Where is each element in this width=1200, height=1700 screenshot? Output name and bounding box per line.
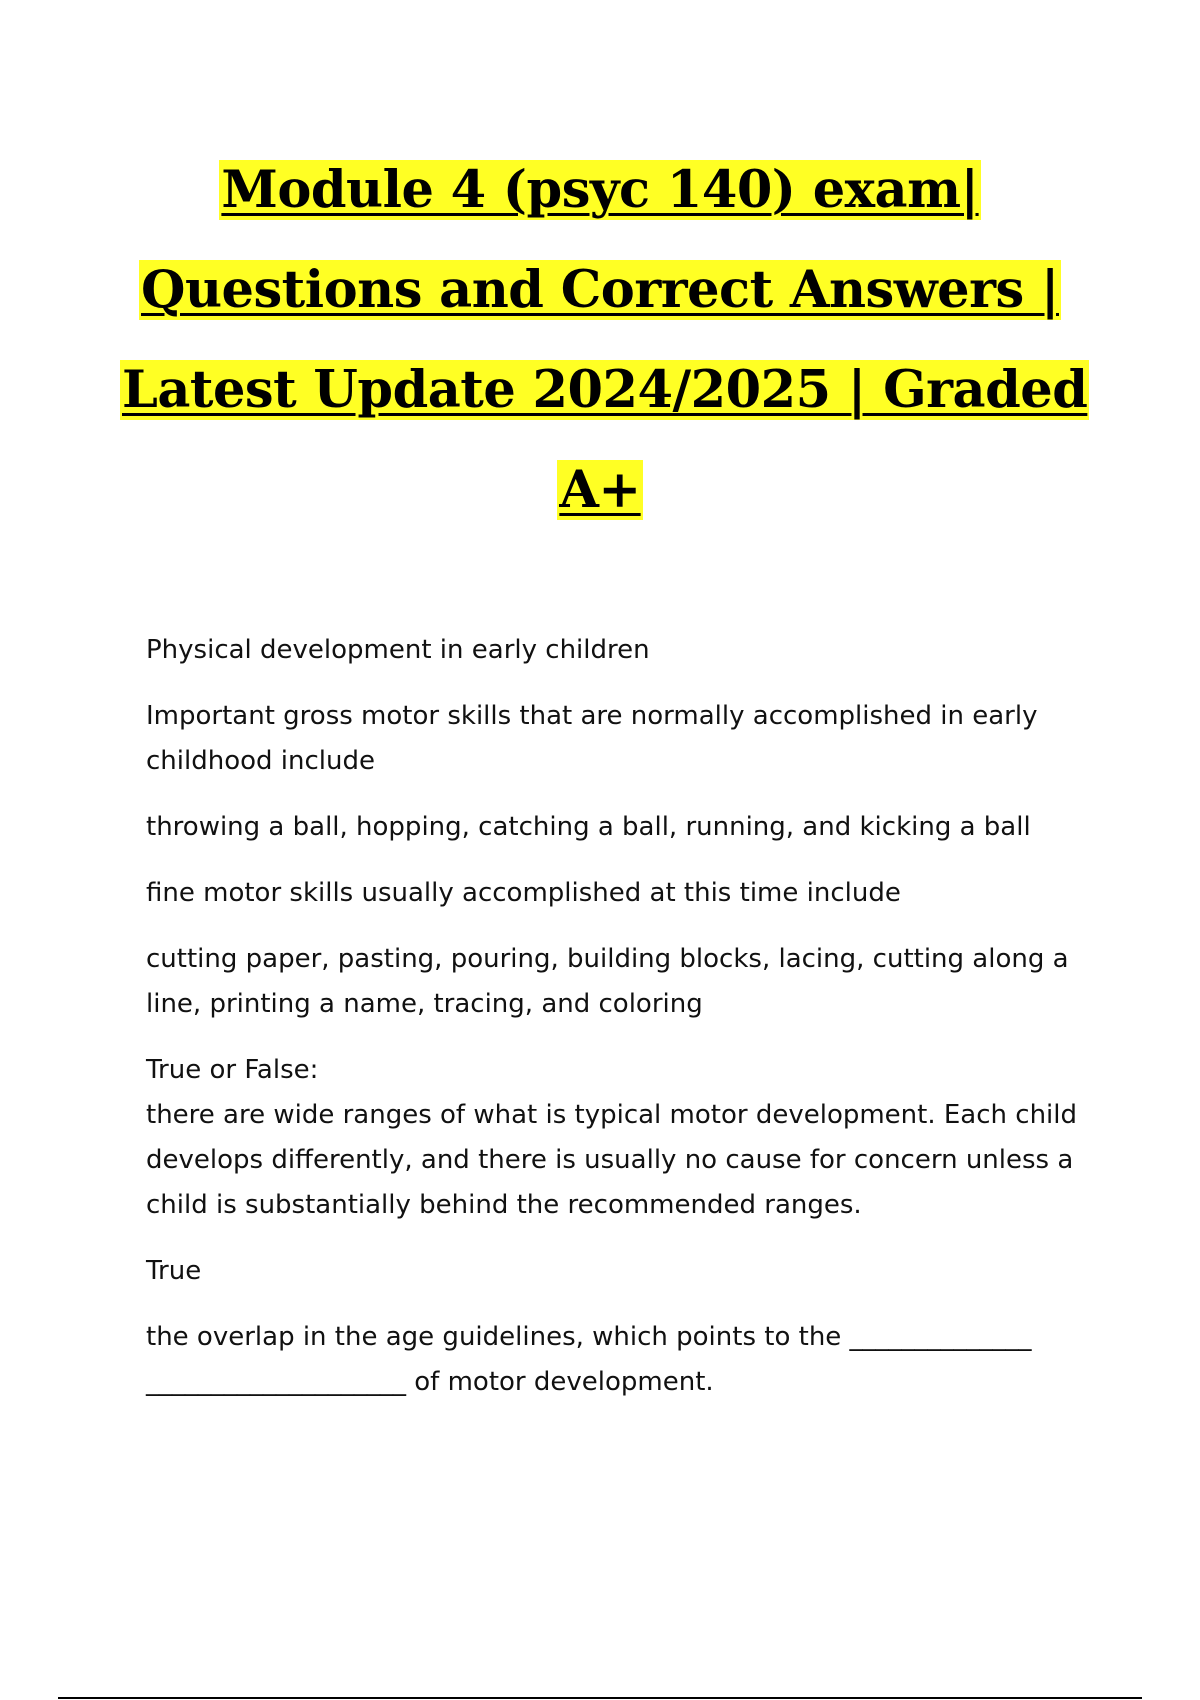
paragraph-line: ____________________ of motor development. — [146, 1367, 714, 1397]
title-line-4-text: A+ — [559, 460, 641, 520]
paragraph-line: there are wide ranges of what is typical motor development. Each child — [146, 1100, 1077, 1130]
paragraph-line: child is substantially behind the recommended ranges. — [146, 1190, 862, 1220]
answer-true-false — [146, 1249, 1076, 1294]
answer-fine-motor — [146, 937, 1076, 1027]
paragraph-line: develops differently, and there is usually no cause for concern unless a — [146, 1145, 1074, 1175]
paragraph-line: fine motor skills usually accomplished at this time include — [146, 878, 901, 908]
question-gross-motor — [146, 694, 1076, 784]
document-title — [120, 140, 1088, 540]
question-fill-blank — [146, 1315, 1076, 1405]
title-line-3 — [120, 340, 1088, 440]
paragraph-line: Important gross motor skills that are normally accomplished in early — [146, 701, 1038, 731]
question-fine-motor — [146, 871, 1076, 916]
title-line-2 — [120, 240, 1080, 340]
title-line-1-text: Module 4 (psyc 140) exam| — [221, 160, 979, 220]
paragraph-line: childhood include — [146, 746, 375, 776]
title-line-4 — [120, 440, 1080, 540]
paragraph-line: throwing a ball, hopping, catching a ball, running, and kicking a ball — [146, 812, 1031, 842]
paragraph-line: Physical development in early children — [146, 635, 650, 665]
question-true-false — [146, 1048, 1076, 1228]
page-bottom-rule — [58, 1697, 1142, 1699]
paragraph-line: True or False: — [146, 1055, 319, 1085]
paragraph-line: line, printing a name, tracing, and coloring — [146, 989, 703, 1019]
title-line-3-text: Latest Update 2024/2025 | Graded — [122, 360, 1088, 420]
title-line-1 — [120, 140, 1080, 240]
paragraph-line: the overlap in the age guidelines, which points to the ______________ — [146, 1322, 1032, 1352]
section-heading — [146, 628, 1076, 673]
title-line-2-text: Questions and Correct Answers | — [141, 260, 1059, 320]
answer-gross-motor — [146, 805, 1076, 850]
paragraph-line: cutting paper, pasting, pouring, building blocks, lacing, cutting along a — [146, 944, 1069, 974]
document-body — [146, 628, 1076, 1426]
paragraph-line: True — [146, 1256, 202, 1286]
